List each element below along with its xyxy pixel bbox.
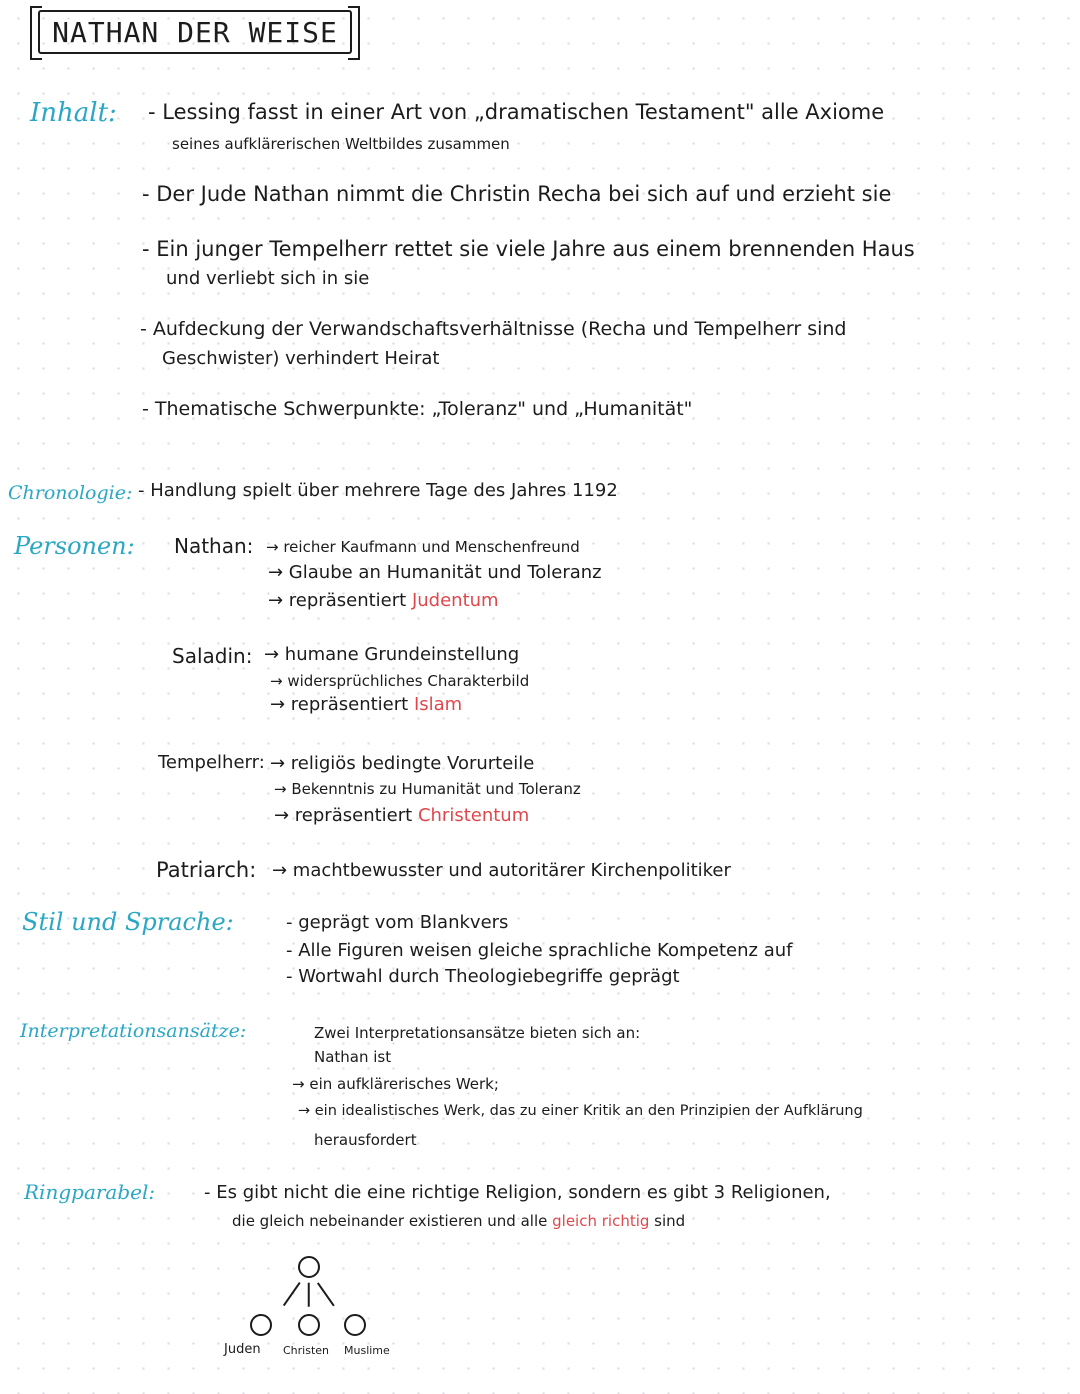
saladin-trait-3 — [270, 694, 462, 715]
inhalt-item-5: - Thematische Schwerpunkte: „Toleranz" und „Humanität" — [142, 398, 693, 420]
ringparabel-text-b: sind — [654, 1212, 686, 1230]
stil-item-1: - geprägt vom Blankvers — [286, 912, 509, 933]
tempelherr-name: Tempelherr: — [158, 752, 265, 773]
nathan-name: Nathan: — [174, 534, 254, 558]
saladin-religion: Islam — [413, 694, 463, 715]
stil-item-3: - Wortwahl durch Theologiebegriffe geprägt — [286, 966, 680, 987]
patriarch-name: Patriarch: — [156, 858, 257, 882]
tree-node-christen — [298, 1314, 320, 1336]
saladin-represents: → repräsentiert — [270, 694, 409, 715]
nathan-trait-1: → reicher Kaufmann und Menschenfreund — [266, 538, 580, 556]
inhalt-item-4-cont: Geschwister) verhindert Heirat — [162, 348, 440, 369]
saladin-trait-1: → humane Grundeinstellung — [264, 644, 520, 665]
tempelherr-religion: Christentum — [417, 805, 530, 826]
tempelherr-trait-3 — [274, 805, 529, 826]
tempelherr-represents: → repräsentiert — [274, 805, 413, 826]
inhalt-heading: Inhalt: — [30, 98, 117, 128]
ringparabel-text-a: die gleich nebeinander existieren und alle — [232, 1212, 548, 1230]
tempelherr-trait-2: → Bekenntnis zu Humanität und Toleranz — [274, 780, 581, 798]
nathan-represents: → repräsentiert — [268, 590, 407, 611]
chronologie-text: - Handlung spielt über mehrere Tage des Jahres 1192 — [138, 480, 618, 501]
interpretation-line-5: herausfordert — [314, 1131, 417, 1149]
stil-heading: Stil und Sprache: — [22, 908, 234, 936]
inhalt-item-2: - Der Jude Nathan nimmt die Christin Recha bei sich auf und erzieht sie — [142, 182, 892, 206]
tree-label-christen: Christen — [283, 1344, 330, 1357]
nathan-religion: Judentum — [411, 590, 499, 611]
patriarch-trait-1: → machtbewusster und autoritärer Kirchenpolitiker — [272, 860, 731, 881]
interpretation-line-3: → ein aufklärerisches Werk; — [292, 1075, 499, 1093]
ringparabel-emphasis: gleich richtig — [552, 1212, 650, 1230]
tree-label-muslime: Muslime — [344, 1344, 390, 1357]
title-text: NATHAN DER WEISE — [52, 15, 338, 49]
stil-item-2: - Alle Figuren weisen gleiche sprachliche Kompetenz auf — [286, 940, 793, 961]
inhalt-item-3-cont: und verliebt sich in sie — [166, 268, 370, 289]
tree-node-juden — [250, 1314, 272, 1336]
saladin-name: Saladin: — [172, 644, 253, 668]
nathan-trait-3 — [268, 590, 499, 611]
interpretation-line-4: → ein idealistisches Werk, das zu einer Kritik an den Prinzipien der Aufklärung — [298, 1103, 863, 1119]
inhalt-item-4: - Aufdeckung der Verwandschaftsverhältnisse (Recha und Tempelherr sind — [140, 318, 847, 340]
inhalt-item-1-cont: seines aufklärerischen Weltbildes zusammen — [172, 135, 510, 153]
tree-edge-middle — [308, 1283, 310, 1307]
chronologie-heading: Chronologie: — [8, 482, 133, 504]
saladin-trait-2: → widersprüchliches Charakterbild — [270, 672, 530, 690]
personen-heading: Personen: — [14, 532, 135, 560]
tree-edge-right — [317, 1282, 334, 1306]
inhalt-item-3: - Ein junger Tempelherr rettet sie viele Jahre aus einem brennenden Haus — [142, 237, 915, 261]
inhalt-item-1: - Lessing fasst in einer Art von „dramatischen Testament" alle Axiome — [148, 100, 885, 124]
tree-node-muslime — [344, 1314, 366, 1336]
tree-edge-left — [283, 1282, 300, 1306]
interpretation-line-2: Nathan ist — [314, 1048, 392, 1066]
page-title — [38, 10, 352, 54]
ringparabel-line-2 — [232, 1212, 685, 1230]
interpretation-heading: Interpretationsansätze: — [20, 1020, 247, 1042]
nathan-trait-2: → Glaube an Humanität und Toleranz — [268, 562, 602, 583]
ringparabel-heading: Ringparabel: — [24, 1180, 156, 1204]
interpretation-line-1: Zwei Interpretationsansätze bieten sich an: — [314, 1024, 641, 1042]
tree-label-juden: Juden — [224, 1342, 261, 1357]
tempelherr-trait-1: → religiös bedingte Vorurteile — [270, 753, 535, 774]
ringparabel-line-1: - Es gibt nicht die eine richtige Religion, sondern es gibt 3 Religionen, — [204, 1182, 831, 1203]
tree-root-node — [298, 1256, 320, 1278]
